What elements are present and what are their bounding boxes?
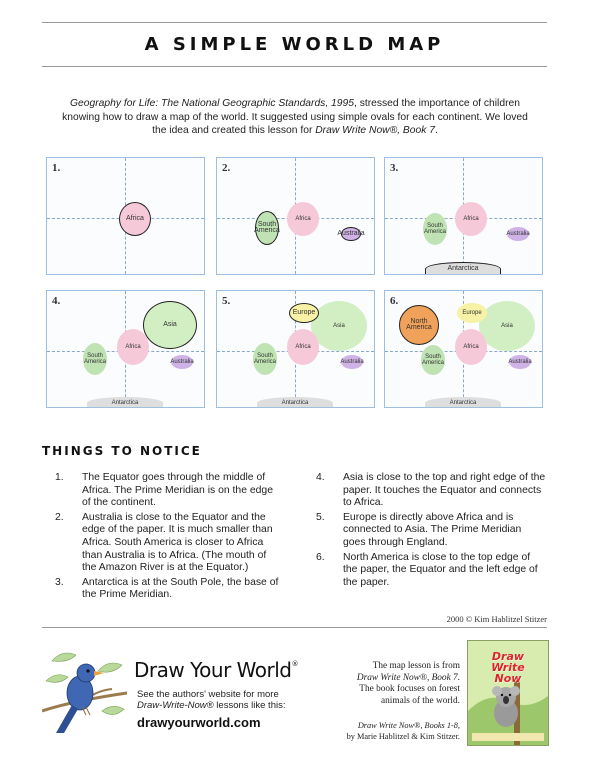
- africa-label: Africa: [126, 214, 144, 222]
- cover-title-line2: Write: [491, 661, 525, 674]
- credits-series: Draw Write Now®, Books 1-8: [357, 721, 458, 730]
- registered-mark: ®: [291, 660, 298, 668]
- item-number: 6.: [316, 551, 325, 563]
- antarctica-label: Antarctica: [447, 265, 479, 273]
- promo-series-name: Draw-Write-Now®: [137, 700, 214, 711]
- credits-comma: ,: [457, 721, 460, 730]
- south-america-oval: [421, 345, 445, 375]
- australia-oval: [341, 355, 363, 369]
- south-america-oval: [255, 211, 279, 245]
- africa-label: Africa: [463, 343, 479, 350]
- book-line-2-title: Draw Write Now®, Book 7: [356, 672, 458, 683]
- africa-label: Africa: [463, 215, 479, 222]
- australia-label: Australia: [337, 229, 365, 237]
- south-america-label-line2: America: [421, 360, 444, 366]
- map-step-3: [384, 157, 543, 275]
- book-line-3: The book focuses on forest: [359, 684, 460, 694]
- step-number: 2.: [222, 162, 231, 174]
- list-item: [55, 512, 283, 575]
- item-number: 1.: [55, 472, 64, 483]
- map-step-2: [216, 157, 375, 275]
- asia-label: Asia: [333, 322, 345, 329]
- south-america-label-line2: America: [83, 359, 106, 365]
- south-america-label-line2: America: [253, 359, 276, 365]
- south-america-label: [84, 353, 106, 366]
- asia-label: Asia: [163, 320, 177, 328]
- list-item: [316, 472, 546, 510]
- notice-list-right: [316, 472, 546, 591]
- page-title: A SIMPLE WORLD MAP: [144, 34, 445, 55]
- item-text: Europe is directly above Africa and is connected to Asia. The Prime Meridian goes through England.: [343, 511, 522, 548]
- item-number: 3.: [55, 576, 64, 588]
- item-text: Australia is close to the Equator and the edge of the paper. It is much smaller than Africa. South America is closer to Africa than Australia is to Africa. (The mouth of the Amazon River is at the Equator.): [82, 511, 273, 574]
- item-number: 5.: [316, 511, 325, 523]
- south-america-oval: [253, 343, 277, 375]
- asia-oval: [311, 301, 367, 351]
- north-america-label-line2: America: [406, 324, 432, 331]
- africa-oval: [117, 329, 149, 365]
- top-rule: [42, 22, 547, 23]
- asia-oval: [479, 301, 535, 351]
- notice-list-left: [55, 472, 283, 604]
- book-cover-title: [468, 651, 548, 684]
- australia-label: Australia: [506, 230, 530, 237]
- book-line-2: [330, 673, 460, 685]
- step-number: 1.: [52, 162, 61, 174]
- intro-text-2: .: [435, 125, 438, 136]
- list-item: [316, 552, 546, 590]
- australia-label: Australia: [170, 358, 194, 365]
- europe-oval: [457, 303, 487, 323]
- list-item: [55, 472, 283, 510]
- list-item: [55, 577, 283, 602]
- book-line-1: The map lesson is from: [372, 661, 460, 671]
- intro-source: Geography for Life: The National Geographic Standards, 1995: [70, 98, 354, 109]
- australia-label: Australia: [508, 358, 532, 365]
- promo-title: [134, 658, 298, 682]
- south-america-label: [422, 354, 444, 367]
- antarctica-oval: [257, 397, 333, 408]
- map-step-6: [384, 290, 543, 408]
- bird-illustration: [42, 641, 127, 737]
- cover-title-line1: Draw: [491, 650, 525, 663]
- south-america-label: [254, 353, 276, 366]
- step-number: 5.: [222, 295, 231, 307]
- asia-oval: [143, 301, 197, 349]
- australia-oval: [507, 227, 529, 241]
- antarctica-oval: [425, 262, 501, 275]
- europe-label: Europe: [292, 308, 316, 316]
- book-description: [330, 661, 460, 707]
- europe-label: Europe: [462, 309, 482, 316]
- australia-oval: [171, 355, 193, 369]
- europe-oval: [289, 303, 319, 323]
- antarctica-label: Antarctica: [281, 399, 309, 406]
- title-rule: [42, 66, 547, 67]
- south-america-label: [254, 222, 280, 235]
- item-text: North America is close to the top edge of the paper, the Equator and the left edge of the paper.: [343, 551, 538, 588]
- africa-oval: [119, 202, 151, 236]
- item-number: 2.: [55, 511, 64, 523]
- antarctica-oval: [87, 397, 163, 408]
- book-line-4: animals of the world.: [380, 695, 460, 706]
- intro-text-1: , stressed the importance of children knowing how to draw a map of the world. It suggested using simple ovals for each continent. We loved the idea and created this lesson for: [62, 98, 528, 136]
- australia-oval: [509, 355, 531, 369]
- south-america-label-line1: South: [427, 222, 443, 229]
- antarctica-label: Antarctica: [449, 399, 477, 406]
- item-text: Antarctica is at the South Pole, the base of the Prime Meridian.: [82, 576, 279, 601]
- south-america-label-line1: South: [257, 220, 277, 228]
- step-number: 3.: [390, 162, 399, 174]
- south-america-label: [424, 223, 446, 236]
- footer-rule: [42, 627, 547, 628]
- south-america-label-line2: America: [423, 229, 446, 235]
- book-line-2-rest: .: [457, 672, 460, 683]
- map-step-5: [216, 290, 375, 408]
- step-number: 4.: [52, 295, 61, 307]
- item-text: The Equator goes through the middle of Africa. The Prime Meridian is on the edge of the continent.: [82, 472, 273, 509]
- book-credits: [318, 721, 460, 742]
- item-number: 4.: [316, 472, 325, 483]
- africa-oval: [287, 202, 319, 236]
- south-america-oval: [423, 213, 447, 245]
- north-america-oval: [399, 305, 439, 345]
- south-america-label-line2: America: [254, 227, 280, 234]
- africa-oval: [455, 329, 487, 365]
- antarctica-oval: [425, 397, 501, 408]
- promo-description-line2: [137, 700, 285, 711]
- australia-oval: [337, 227, 365, 241]
- website-link[interactable]: drawyourworld.com: [137, 715, 261, 730]
- book-cover-image: [467, 640, 549, 746]
- intro-paragraph: [58, 97, 532, 138]
- map-step-1: [46, 157, 205, 275]
- africa-label: Africa: [295, 343, 311, 350]
- south-america-label-line1: South: [257, 352, 273, 359]
- south-america-oval: [83, 343, 107, 375]
- africa-label: Africa: [295, 215, 311, 222]
- asia-label: Asia: [501, 322, 513, 329]
- cover-title-line3: Now: [494, 672, 522, 685]
- antarctica-label: Antarctica: [111, 399, 139, 406]
- list-item: [316, 512, 546, 550]
- promo-description-rest: lessons like this:: [213, 700, 286, 711]
- item-text: Asia is close to the top and right edge of the paper. It touches the Equator and connects to Africa.: [343, 472, 546, 509]
- things-to-notice-heading: THINGS TO NOTICE: [42, 444, 202, 458]
- australia-label: Australia: [340, 358, 364, 365]
- south-america-label-line1: South: [425, 353, 441, 360]
- south-america-label-line1: South: [87, 352, 103, 359]
- promo-description-line1: See the authors' website for more: [137, 689, 279, 700]
- north-america-label-line1: North: [410, 317, 428, 325]
- bird-icon: [42, 641, 127, 737]
- map-step-4: [46, 290, 205, 408]
- intro-book: Draw Write Now®, Book 7: [315, 125, 435, 136]
- copyright-notice: 2000 © Kim Hablitzel Stitzer: [446, 614, 547, 624]
- credits-line-1: [318, 721, 460, 732]
- credits-line-2: by Marie Hablitzel & Kim Stitzer.: [346, 731, 460, 741]
- africa-label: Africa: [125, 343, 141, 350]
- promo-title-text: Draw Your World: [134, 658, 292, 682]
- africa-oval: [455, 202, 487, 236]
- africa-oval: [287, 329, 319, 365]
- north-america-label: [406, 319, 432, 332]
- step-number: 6.: [390, 295, 399, 307]
